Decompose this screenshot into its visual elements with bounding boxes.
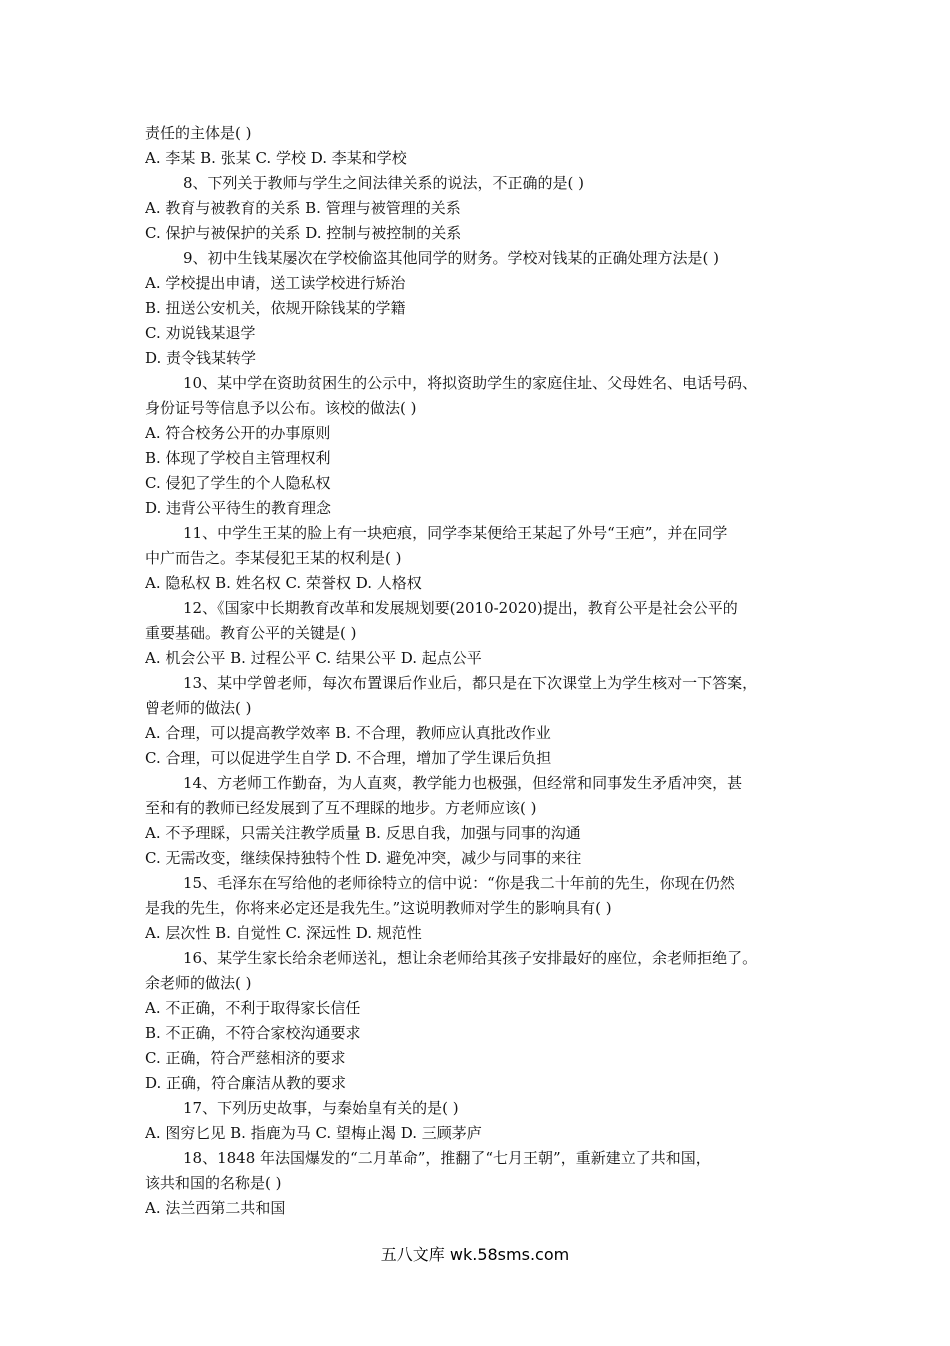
text-line: B. 体现了学校自主管理权利 [145,449,331,467]
text-line: A. 图穷匕见 B. 指鹿为马 C. 望梅止渴 D. 三顾茅庐 [145,1124,482,1142]
footer-watermark: 五八文库 wk.58sms.com [380,1245,570,1264]
text-line: B. 不正确，不符合家校沟通要求 [145,1024,361,1042]
text-line: 中广而告之。李某侵犯王某的权利是( ) [145,549,402,567]
text-line: A. 不正确，不利于取得家长信任 [145,999,361,1017]
text-line: D. 正确，符合廉洁从教的要求 [145,1074,347,1092]
text-line: A. 隐私权 B. 姓名权 C. 荣誉权 D. 人格权 [145,574,422,592]
text-line: C. 无需改变，继续保持独特个性 D. 避免冲突，减少与同事的来往 [145,849,582,867]
text-line: A. 法兰西第二共和国 [145,1199,286,1217]
question-line: 16、某学生家长给余老师送礼，想让余老师给其孩子安排最好的座位，余老师拒绝了。 [183,949,758,967]
question-line: 9、初中生钱某屡次在学校偷盗其他同学的财务。学校对钱某的正确处理方法是( ) [183,249,720,267]
question-line: 13、某中学曾老师，每次布置课后作业后，都只是在下次课堂上为学生核对一下答案， [183,674,758,692]
text-line: 余老师的做法( ) [145,974,252,992]
text-line: A. 教育与被教育的关系 B. 管理与被管理的关系 [145,199,461,217]
question-line: 15、毛泽东在写给他的老师徐特立的信中说：“你是我二十年前的先生，你现在仍然 [183,874,735,892]
question-line: 10、某中学在资助贫困生的公示中，将拟资助学生的家庭住址、父母姓名、电话号码、 [183,374,758,392]
text-line: 是我的先生，你将来必定还是我先生。”这说明教师对学生的影响具有( ) [145,899,612,917]
question-line: 8、下列关于教师与学生之间法律关系的说法，不正确的是( ) [183,174,585,192]
text-line: D. 责令钱某转学 [145,349,257,367]
text-line: 重要基础。教育公平的关键是( ) [145,624,357,642]
question-line: 17、下列历史故事，与秦始皇有关的是( ) [183,1099,459,1117]
text-line: C. 劝说钱某退学 [145,324,256,342]
text-line: A. 层次性 B. 自觉性 C. 深远性 D. 规范性 [145,924,422,942]
document-body [145,121,825,1221]
text-line: 责任的主体是( ) [145,124,252,142]
text-line: D. 违背公平待生的教育理念 [145,499,332,517]
text-line: A. 不予理睬，只需关注教学质量 B. 反思自我，加强与同事的沟通 [145,824,581,842]
text-line: C. 合理，可以促进学生自学 D. 不合理，增加了学生课后负担 [145,749,552,767]
text-line: A. 符合校务公开的办事原则 [145,424,331,442]
text-line: A. 学校提出申请，送工读学校进行矫治 [145,274,406,292]
text-line: C. 侵犯了学生的个人隐私权 [145,474,331,492]
question-line: 11、中学生王某的脸上有一块疤痕，同学李某便给王某起了外号“王疤”，并在同学 [183,524,728,542]
question-line: 14、方老师工作勤奋，为人直爽，教学能力也极强，但经常和同事发生矛盾冲突，甚 [183,774,743,792]
text-line: 身份证号等信息予以公布。该校的做法( ) [145,399,417,417]
text-line: A. 合理，可以提高教学效率 B. 不合理，教师应认真批改作业 [145,724,551,742]
text-line: C. 正确，符合严慈相济的要求 [145,1049,346,1067]
text-line: B. 扭送公安机关，依规开除钱某的学籍 [145,299,406,317]
text-line: A. 机会公平 B. 过程公平 C. 结果公平 D. 起点公平 [145,649,482,667]
text-line: 至和有的教师已经发展到了互不理睬的地步。方老师应该( ) [145,799,537,817]
text-line: A. 李某 B. 张某 C. 学校 D. 李某和学校 [145,149,407,167]
text-line: C. 保护与被保护的关系 D. 控制与被控制的关系 [145,224,462,242]
text-line: 该共和国的名称是( ) [145,1174,282,1192]
question-line: 12、《国家中长期教育改革和发展规划要(2010-2020)提出，教育公平是社会公平的 [183,599,738,617]
text-line: 曾老师的做法( ) [145,699,252,717]
question-line: 18、1848 年法国爆发的“二月革命”，推翻了“七月王朝”，重新建立了共和国， [183,1149,711,1167]
